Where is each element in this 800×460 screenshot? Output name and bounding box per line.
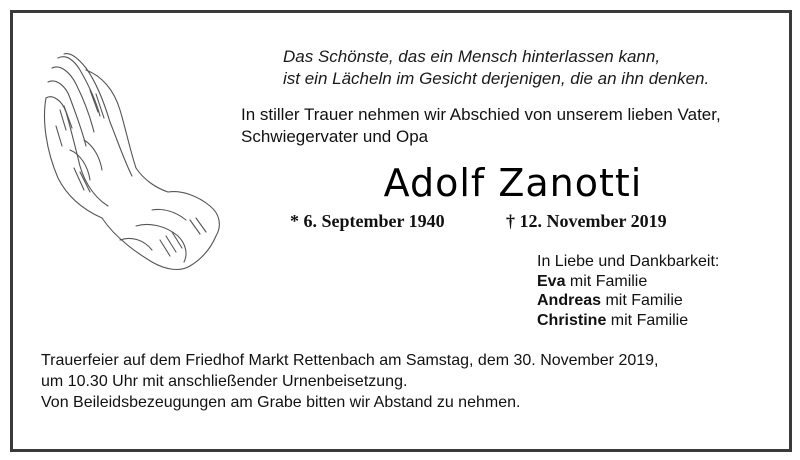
funeral-line-1: Trauerfeier auf dem Friedhof Markt Rettenbach am Samstag, dem 30. November 2019,	[41, 352, 659, 369]
funeral-line-3: Von Beileidsbezeugungen am Grabe bitten wir Abstand zu nehmen.	[41, 394, 521, 411]
praying-hands-icon	[40, 50, 225, 275]
death-date: † 12. November 2019	[506, 211, 667, 231]
mourner-suffix: mit Familie	[606, 311, 689, 329]
memorial-quote	[283, 46, 783, 90]
intro-line-1: In stiller Trauer nehmen wir Abschied von unserem lieben Vater,	[241, 105, 721, 124]
mourner-name: Eva	[537, 272, 566, 290]
mourners-heading: In Liebe und Dankbarkeit:	[537, 253, 720, 270]
deceased-name: Adolf Zanotti	[383, 161, 643, 205]
mourner-suffix: mit Familie	[565, 272, 648, 290]
farewell-intro	[241, 104, 781, 148]
quote-line-1: Das Schönste, das ein Mensch hinterlassen kann,	[283, 47, 661, 66]
quote-line-2: ist ein Lächeln im Gesicht derjenigen, die an ihn denken.	[283, 69, 710, 88]
mourner-entry	[537, 311, 777, 331]
mourner-name: Andreas	[537, 292, 602, 309]
mourner-entry	[537, 291, 777, 311]
intro-line-2: Schwiegervater und Opa	[241, 127, 429, 146]
mourner-name: Christine	[537, 311, 607, 329]
funeral-details	[41, 350, 781, 413]
funeral-line-2: um 10.30 Uhr mit anschließender Urnenbeisetzung.	[41, 373, 408, 390]
mourner-entry	[537, 272, 777, 292]
birth-date: * 6. September 1940	[290, 211, 445, 231]
mourner-suffix: mit Familie	[601, 292, 683, 309]
mourners-block	[537, 252, 777, 330]
